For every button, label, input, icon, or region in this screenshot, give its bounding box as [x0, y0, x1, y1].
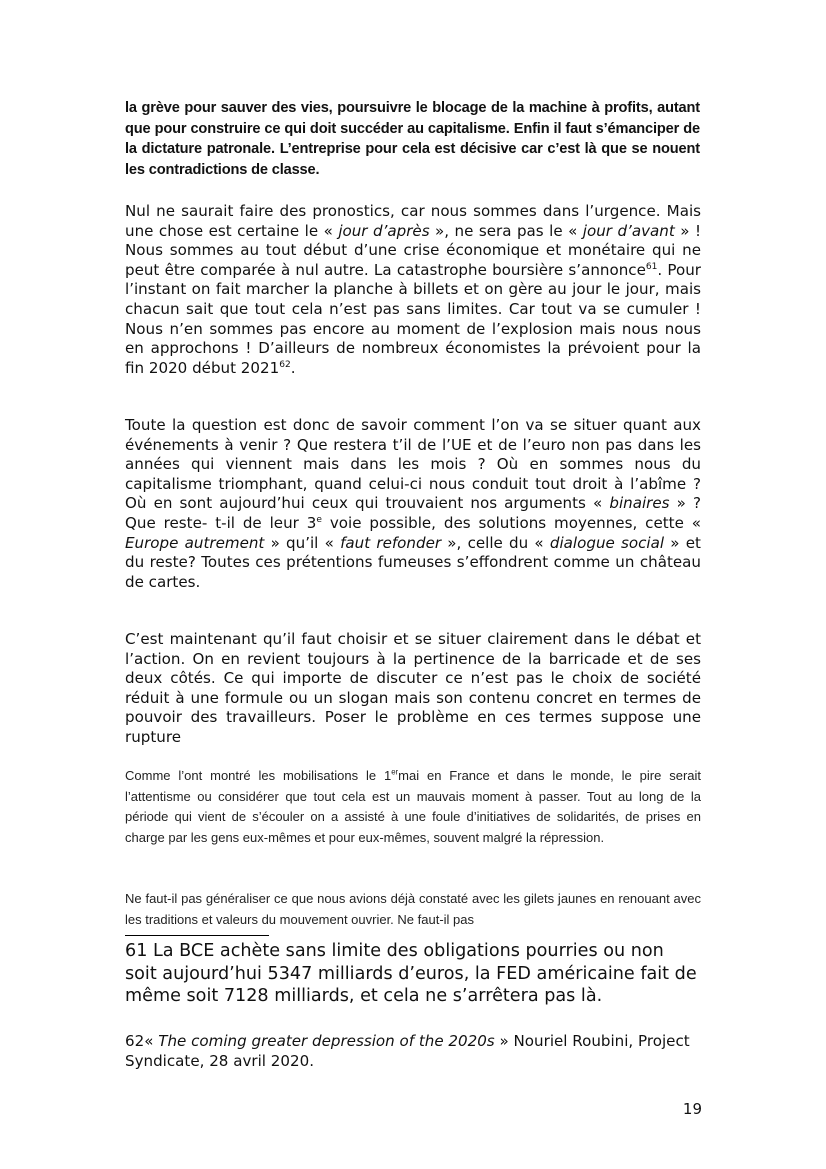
paragraph-crisis — [125, 202, 701, 378]
text-run: » et du reste? Toutes ces prétentions fumeuses s’effondrent comme un château de cartes. — [125, 533, 701, 591]
text-run: », ne sera pas le « — [429, 221, 583, 240]
text-run: 62« — [125, 1032, 159, 1050]
text-run: » qu’il « — [264, 533, 341, 552]
italic-run: faut refonder — [340, 533, 442, 552]
paragraph-gilets-jaunes: Ne faut-il pas généraliser ce que nous avions déjà constaté avec les gilets jaunes en renouant avec les traditions et valeurs du mouvement ouvrier. Ne faut-il pas — [125, 891, 701, 927]
text-run: » ? Que reste- t-il de leur 3 — [125, 494, 702, 532]
footnote-separator — [125, 935, 269, 936]
paragraph-question — [125, 416, 701, 592]
text-run: Nul ne saurait faire des pronostics, car nous sommes dans l’urgence. Mais une chose est certaine le « — [125, 202, 701, 240]
italic-run: binaires — [609, 494, 670, 513]
italic-run: jour d’après — [338, 221, 430, 240]
footnote-62 — [125, 1031, 700, 1071]
text-run: . Pour l’instant on fait marcher la planche à billets et on gère au jour le jour, mais chacun sait que tout cela n’est pas sans limites. Car tout va se cumuler ! Nous n’en sommes pas encore au moment de l’explosion mais nous nous en approchons ! D’ailleurs de nombreux économistes la prévoient pour la fin 2020 début 2021 — [125, 260, 701, 377]
superscript: e — [316, 514, 322, 525]
paragraph-choice: C’est maintenant qu’il faut choisir et se situer clairement dans le débat et l’action. On en revient toujours à la pertinence de la barricade et de ses deux côtés. Ce qui importe de discuter ce n’est pas le choix de société réduit à une formule ou un slogan mais son contenu concret en termes de pouvoir des travailleurs. Poser le problème en ces termes suppose une rupture — [125, 630, 701, 746]
text-run: Comme l’ont montré les mobilisations le 1 — [125, 768, 392, 783]
text-run: . — [290, 358, 296, 377]
text-run: voie possible, des solutions moyennes, cette « — [321, 513, 701, 532]
text-run: Toute la question est donc de savoir comment l’on va se situer quant aux événements à venir ? Que restera t’il de l’UE et de l’euro non pas dans les années qui viennent mais dans les mois ? Où en sommes nous du capitalisme triomphant, quand celui-ci nous conduit tout droit à l’abîme ? Où en sont aujourd’hui ceux qui trouvaient nos arguments « — [125, 416, 701, 513]
footnote-61: 61 La BCE achète sans limite des obligations pourries ou non soit aujourd’hui 5347 milliards d’euros, la FED américaine fait de même soit 7128 milliards, et cela ne s’arrêtera pas là. — [125, 941, 697, 1007]
italic-run: The coming greater depression of the 2020s — [158, 1032, 495, 1050]
text-run: » ! Nous sommes au tout début d’une crise économique et monétaire qui ne peut être comparée à nul autre. La catastrophe boursière s’annonce — [125, 221, 702, 279]
italic-run: Europe autrement — [125, 533, 265, 552]
paragraph-mobilisations — [125, 766, 701, 848]
italic-run: jour d’avant — [582, 221, 675, 240]
italic-run: dialogue social — [549, 533, 665, 552]
text-run: », celle du « — [441, 533, 550, 552]
footnote-ref-61[interactable]: 61 — [645, 261, 658, 272]
intro-bold-paragraph: la grève pour sauver des vies, poursuivre le blocage de la machine à profits, autant que pour construire ce qui doit succéder au capitalisme. Enfin il faut s’émanciper de la dictature patronale. L’entreprise pour cela est décisive car c’est là que se nouent les contradictions de classe. — [125, 100, 700, 179]
text-run: » Nouriel Roubini, Project Syndicate, 28 avril 2020. — [125, 1032, 690, 1070]
text-run: mai en France et dans le monde, le pire serait l’attentisme ou considérer que tout cela est un mauvais moment à passer. Tout au long de la période qui vient de s’écouler on a assisté à une foule d’initiatives de solidarités, de prises en charge par les gens eux-mêmes et pour eux-mêmes, souvent malgré la répression. — [125, 768, 701, 845]
footnote-ref-62[interactable]: 62 — [279, 359, 291, 370]
superscript: er — [391, 767, 399, 777]
page-number: 19 — [682, 1100, 702, 1118]
